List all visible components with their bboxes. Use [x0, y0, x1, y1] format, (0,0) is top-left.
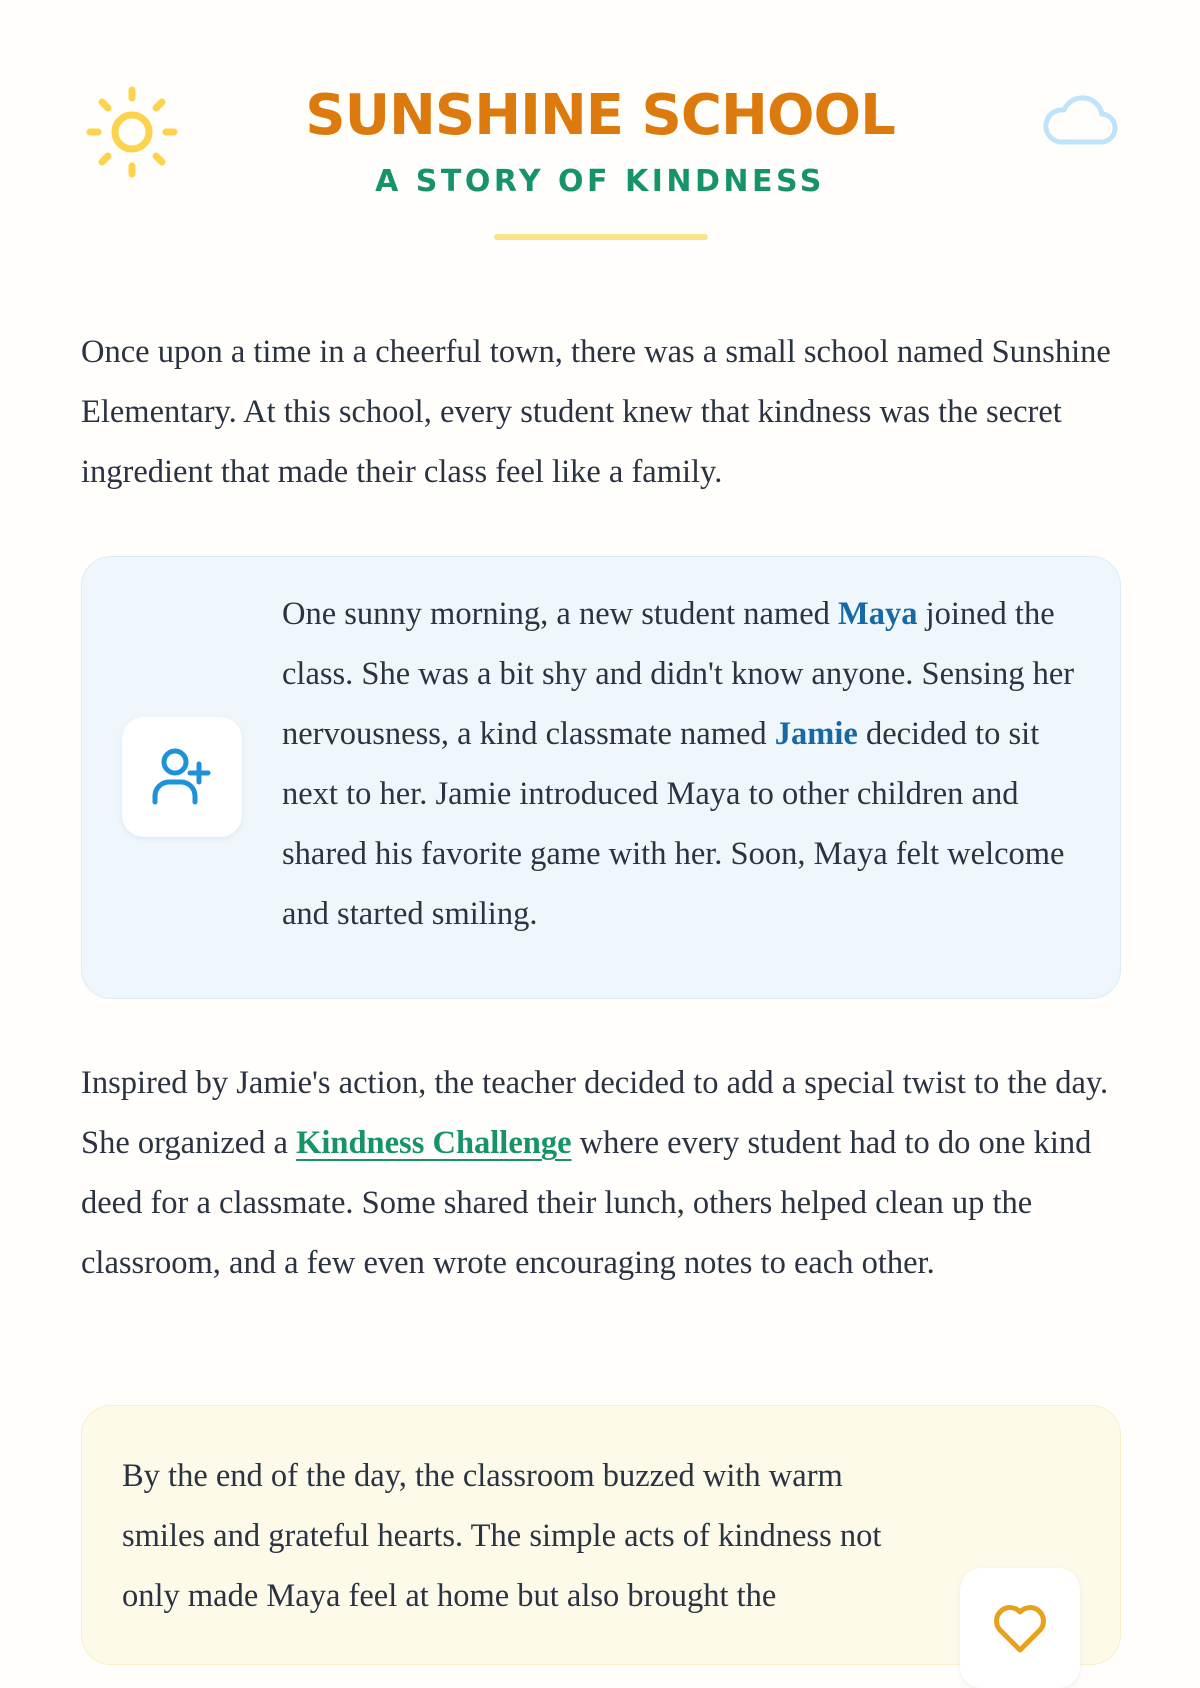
character-name-maya: Maya	[838, 596, 918, 632]
character-name-jamie: Jamie	[774, 716, 858, 752]
cloud-icon	[1042, 92, 1118, 148]
story-paragraph-2	[282, 584, 1092, 944]
p2-text-3: decided to sit next to her. Jamie introduced Maya to other children and shared his favorite game with her. Soon, Maya felt welcome and started smiling.	[282, 716, 1065, 932]
story-paragraph-1: Once upon a time in a cheerful town, there was a small school named Sunshine Elementary. At this school, every student knew that kindness was the secret ingredient that made their class feel like a family.	[81, 334, 1111, 490]
user-plus-icon-tile	[122, 717, 242, 837]
p3-text-1: Inspired by Jamie's action, the teacher decided to add a special twist to the day. She organized a	[81, 1065, 1109, 1161]
page-subtitle: A STORY OF KINDNESS	[375, 164, 825, 199]
p3-text-2: where every student had to do one kind deed for a classmate. Some shared their lunch, others helped clean up the classroom, and a few even wrote encouraging notes to each other.	[81, 1125, 1092, 1281]
user-plus-icon	[149, 744, 215, 810]
kindness-challenge-link[interactable]: Kindness Challenge	[296, 1125, 572, 1161]
story-paragraph-4: By the end of the day, the classroom buzzed with warm smiles and grateful hearts. The simple acts of kindness not only made Maya feel at home but also brought the	[122, 1458, 882, 1614]
header-divider	[494, 234, 708, 240]
story-paragraph-3	[81, 1053, 1121, 1293]
page-title: SUNSHINE SCHOOL	[305, 83, 895, 148]
new-student-card	[81, 556, 1121, 999]
p2-text-1: One sunny morning, a new student named	[282, 596, 839, 632]
end-of-day-card	[81, 1405, 1121, 1665]
p2-text-2: joined the class. She was a bit shy and didn't know anyone. Sensing her nervousness, a kind classmate named	[282, 596, 1075, 752]
heart-icon-tile	[960, 1568, 1080, 1688]
heart-icon	[990, 1598, 1050, 1658]
